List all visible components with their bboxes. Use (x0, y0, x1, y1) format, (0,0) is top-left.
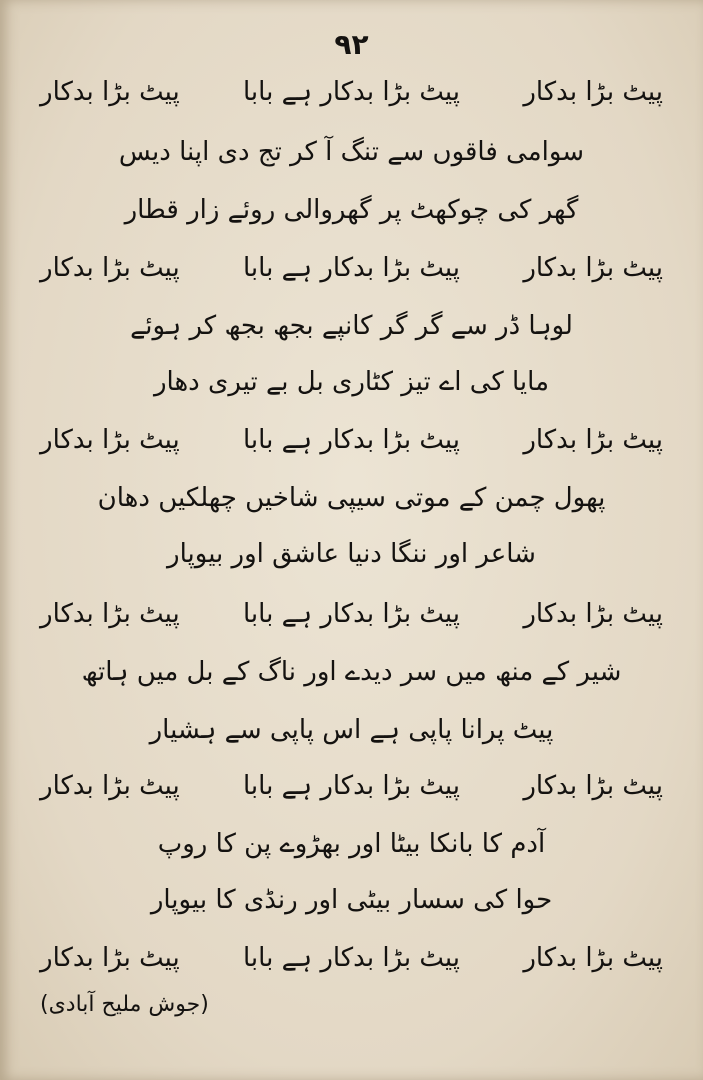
verse-line: شیر کے منھ میں سر دیدے اور ناگ کے بل میں ہاتھ (81, 657, 622, 687)
refrain-line (0, 248, 703, 288)
verse-line: حوا کی سسار بیٹی اور رنڈی کا بیوپار (150, 885, 553, 915)
refrain-part: پیٹ بڑا بدکار ہے بابا (243, 943, 461, 973)
refrain-part: پیٹ بڑا بدکار ہے بابا (243, 77, 461, 107)
page-number: ۹۲ (334, 28, 369, 61)
refrain-line (0, 938, 703, 978)
refrain-part: پیٹ بڑا بدکار (40, 425, 180, 455)
refrain-line (0, 72, 703, 112)
verse-line: پیٹ پرانا پاپی ہے اس پاپی سے ہشیار (149, 715, 554, 745)
refrain-part: پیٹ بڑا بدکار ہے بابا (243, 425, 461, 455)
refrain-part: پیٹ بڑا بدکار (523, 77, 663, 107)
verse-line: شاعر اور ننگا دنیا عاشق اور بیوپار (167, 539, 536, 569)
refrain-part: پیٹ بڑا بدکار ہے بابا (243, 599, 461, 629)
poet-attribution: (جوش ملیح آبادی) (40, 992, 209, 1017)
verse-line: لوہا ڈر سے گر گر کانپے بجھ بجھ کر ہوئے (130, 311, 573, 341)
refrain-part: پیٹ بڑا بدکار (523, 771, 663, 801)
refrain-part: پیٹ بڑا بدکار ہے بابا (243, 253, 461, 283)
refrain-part: پیٹ بڑا بدکار (40, 771, 180, 801)
refrain-line (0, 766, 703, 806)
refrain-part: پیٹ بڑا بدکار (523, 425, 663, 455)
refrain-line (0, 594, 703, 634)
verse-line: گھر کی چوکھٹ پر گھروالی روئے زار قطار (124, 195, 579, 225)
verse-line: مایا کی اے تیز کٹاری بل بے تیری دھار (153, 367, 550, 397)
refrain-part: پیٹ بڑا بدکار (523, 599, 663, 629)
verse-line: سوامی فاقوں سے تنگ آ کر تج دی اپنا دیس (118, 137, 585, 167)
refrain-part: پیٹ بڑا بدکار (523, 253, 663, 283)
refrain-line (0, 420, 703, 460)
refrain-part: پیٹ بڑا بدکار ہے بابا (243, 771, 461, 801)
refrain-part: پیٹ بڑا بدکار (40, 253, 180, 283)
verse-line: پھول چمن کے موتی سیپی شاخیں چھلکیں دھان (97, 483, 606, 513)
verse-line: آدم کا بانکا بیٹا اور بھڑوے پن کا روپ (157, 829, 546, 859)
refrain-part: پیٹ بڑا بدکار (40, 943, 180, 973)
refrain-part: پیٹ بڑا بدکار (40, 599, 180, 629)
refrain-part: پیٹ بڑا بدکار (523, 943, 663, 973)
refrain-part: پیٹ بڑا بدکار (40, 77, 180, 107)
